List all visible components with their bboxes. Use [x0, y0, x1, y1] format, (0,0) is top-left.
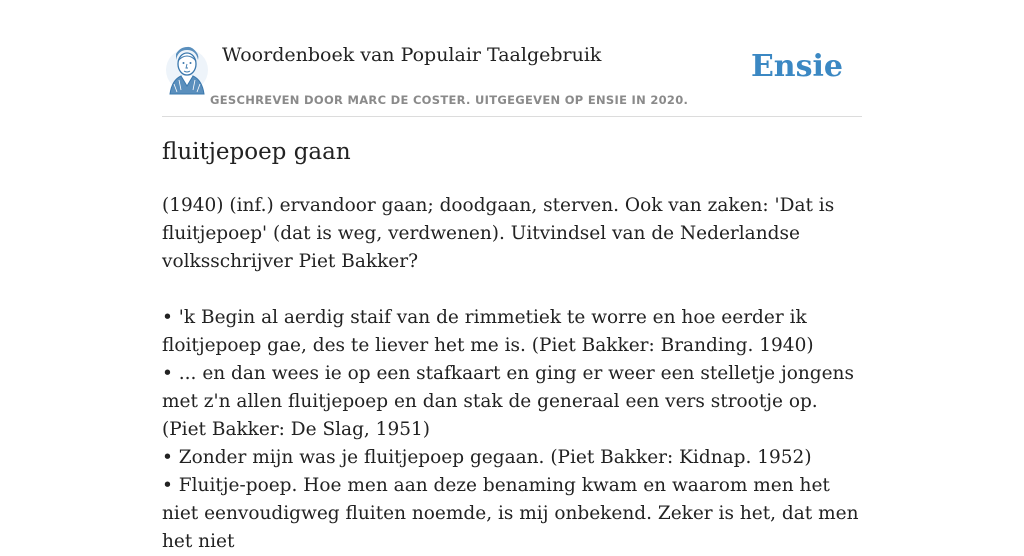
- entry-term: fluitjepoep gaan: [162, 139, 351, 165]
- example-quote-3: • Zonder mijn was je fluitjepoep gegaan. (Piet Bakker: Kidnap. 1952): [162, 447, 812, 468]
- site-header: [162, 0, 862, 117]
- dictionary-title[interactable]: Woordenboek van Populair Taalgebruik: [222, 44, 602, 66]
- author-byline: GESCHREVEN DOOR MARC DE COSTER. UITGEGEVEN OP ENSIE IN 2020.: [210, 93, 689, 107]
- example-quote-1: • 'k Begin al aerdig staif van de rimmetiek te worre en hoe eerder ik floitjepoep gae, des te liever het me is. (Piet Bakker: Branding. 1940): [162, 307, 814, 356]
- entry-content: [162, 192, 862, 556]
- paragraph-gap: [162, 276, 862, 304]
- entry-definition: (1940) (inf.) ervandoor gaan; doodgaan, sterven. Ook van zaken: 'Dat is fluitjepoep' (dat is weg, verdwenen). Uitvindsel van de Nederlandse volksschrijver Piet Bakker?: [162, 195, 835, 272]
- ensie-logo-link[interactable]: Ensie: [750, 49, 843, 84]
- author-portrait-icon: [164, 44, 210, 96]
- page: [162, 0, 862, 552]
- example-quote-4: • Fluitje-poep. Hoe men aan deze benaming kwam en waarom men het niet eenvoudigweg fluiten noemde, is mij onbekend. Zeker is het, dat men het niet: [162, 475, 859, 552]
- example-quote-2: • ... en dan wees ie op een stafkaart en ging er weer een stelletje jongens met z'n allen fluitjepoep en dan stak de generaal een vers strootje op. (Piet Bakker: De Slag, 1951): [162, 363, 854, 440]
